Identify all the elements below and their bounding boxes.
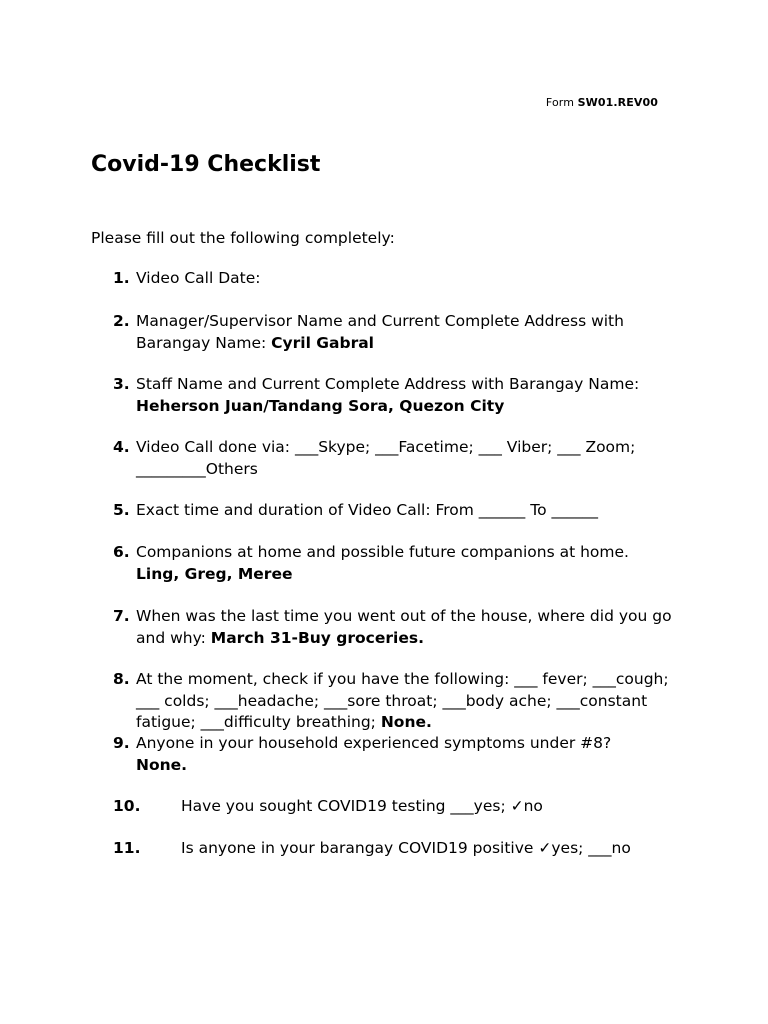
intro-text: Please fill out the following completely: <box>91 229 395 247</box>
checklist-item-11 <box>113 838 653 860</box>
page-title: Covid-19 Checklist <box>91 152 321 177</box>
item-answer: March 31-Buy groceries. <box>210 628 424 647</box>
item-question: Anyone in your household experienced symptoms under #8? <box>136 734 612 752</box>
item-number: 7. <box>113 607 130 625</box>
item-answer: None. <box>136 755 188 774</box>
checklist-item-3 <box>113 374 693 417</box>
item-number: 2. <box>113 312 130 330</box>
item-number: 5. <box>113 501 130 519</box>
form-code-value: SW01.REV00 <box>577 96 658 109</box>
item-question: Companions at home and possible future companions at home. <box>136 543 629 561</box>
item-question: Have you sought COVID19 testing ___yes; ✓no <box>181 797 543 815</box>
checklist-item-5 <box>113 500 693 522</box>
item-question: Manager/Supervisor Name and Current Complete Address with Barangay Name: <box>136 312 624 352</box>
checklist-item-6 <box>113 542 693 585</box>
item-number: 9. <box>113 734 130 752</box>
item-answer: Ling, Greg, Meree <box>136 564 293 583</box>
item-number: 11. <box>113 839 141 857</box>
item-number: 6. <box>113 543 130 561</box>
checklist-item-7 <box>113 606 693 649</box>
checklist-item-4 <box>113 437 693 480</box>
form-code-prefix: Form <box>545 96 578 109</box>
checklist-item-10 <box>113 796 693 818</box>
checklist-item-2 <box>113 311 693 354</box>
item-answer: Heherson Juan/Tandang Sora, Quezon City <box>136 396 505 415</box>
item-question: Video Call done via: ___Skype; ___Facetime; ___ Viber; ___ Zoom; _________Others <box>136 438 636 478</box>
item-question: Is anyone in your barangay COVID19 positive ✓yes; ___no <box>181 839 631 857</box>
item-number: 3. <box>113 375 130 393</box>
item-number: 1. <box>113 269 130 287</box>
item-answer: Cyril Gabral <box>271 333 374 352</box>
item-question: Exact time and duration of Video Call: From ______ To ______ <box>136 501 598 519</box>
item-number: 10. <box>113 797 141 815</box>
item-question: At the moment, check if you have the following: ___ fever; ___cough; ___ colds; ___headache; ___sore throat; ___body ache; ___constant fatigue; ___difficulty breathing; <box>136 670 669 731</box>
form-code <box>546 96 658 109</box>
checklist-item-9 <box>113 733 693 776</box>
checklist-item-1 <box>113 268 693 290</box>
item-number: 8. <box>113 670 130 688</box>
item-answer: None. <box>380 713 432 731</box>
item-question: Video Call Date: <box>136 269 261 287</box>
checklist-item-8 <box>113 669 693 734</box>
item-question: When was the last time you went out of the house, where did you go and why: <box>136 607 672 647</box>
item-question: Staff Name and Current Complete Address with Barangay Name: <box>136 375 640 393</box>
item-number: 4. <box>113 438 130 456</box>
